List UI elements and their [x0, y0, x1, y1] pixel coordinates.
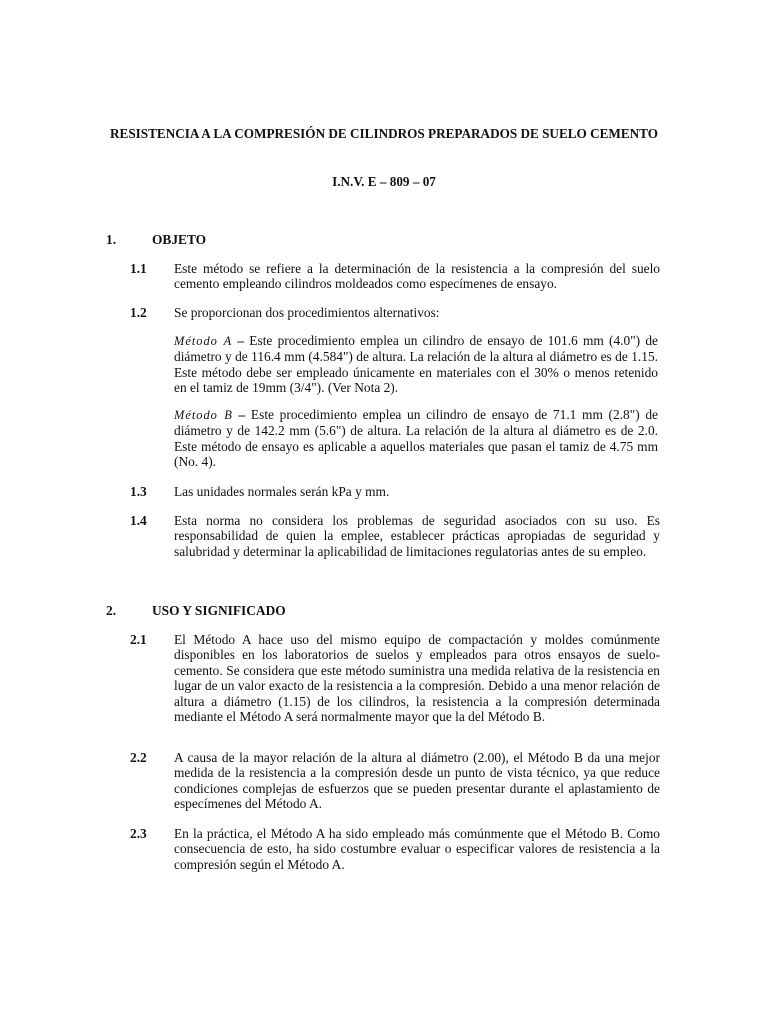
item-text: Se proporcionan dos procedimientos alternativos: — [174, 305, 440, 320]
item-text: Las unidades normales serán kPa y mm. — [174, 484, 390, 499]
item-text: El Método A hace uso del mismo equipo de compactación y moldes comúnmente disponibles en los laboratorios de suelos y empleados para otros ensayos de suelo-cemento. Se considera que este método suministra una medida relativa de la resistencia en lugar de un valor exacto de la resistencia a la compresión. Debido a una menor relación de altura a diámetro (1.15) de los cilindros, la resistencia a la compresión determinada mediante el Método A será normalmente mayor que la del Método B. — [174, 632, 660, 725]
section-heading-objeto — [106, 232, 206, 247]
item-number: 1.3 — [130, 484, 147, 499]
method-a-paragraph — [174, 333, 658, 396]
section-title: OBJETO — [152, 232, 207, 247]
item-number: 2.3 — [130, 826, 147, 841]
item-text: En la práctica, el Método A ha sido empleado más comúnmente que el Método B. Como consecuencia de esto, ha sido costumbre evaluar o especificar valores de resistencia a la compresión según el Método A. — [174, 826, 660, 872]
method-a-text: Este procedimiento emplea un cilindro de ensayo de 101.6 mm (4.0") de diámetro y de 116.4 mm (4.584") de altura. La relación de la altura al diámetro es de 1.15. Este método debe ser empleado únicamente en materiales con el 30% o menos retenido en el tamiz de 19mm (3/4"). (Ver Nota 2). — [174, 333, 658, 396]
item-number: 1.1 — [130, 261, 147, 276]
item-number: 2.1 — [130, 632, 147, 647]
section-title: USO Y SIGNIFICADO — [152, 603, 286, 618]
item-text: Esta norma no considera los problemas de seguridad asociados con su uso. Es responsabilidad de quien la emplee, establecer prácticas apropiadas de seguridad y salubridad y determinar la aplicabilidad de limitaciones regulatorias antes de su empleo. — [174, 513, 660, 559]
section-number: 1. — [106, 232, 117, 247]
item-number: 1.4 — [130, 513, 147, 528]
method-b-name: Método B — [174, 408, 233, 422]
standard-code: I.N.V. E – 809 – 07 — [332, 174, 436, 189]
item-text: Este método se refiere a la determinación de la resistencia a la compresión del suelo cemento empleando cilindros moldeados como especímenes de ensayo. — [174, 261, 660, 292]
method-b-paragraph — [174, 407, 658, 470]
method-b-dash: – — [238, 407, 246, 422]
method-a-name: Método A — [174, 334, 233, 348]
section-number: 2. — [106, 603, 117, 618]
item-text: A causa de la mayor relación de la altura al diámetro (2.00), el Método B da una mejor medida de la resistencia a la compresión desde un punto de vista técnico, ya que reduce condiciones complejas de esfuerzos que se pueden presentar durante el aplastamiento de especímenes del Método A. — [174, 750, 660, 812]
item-number: 2.2 — [130, 750, 147, 765]
method-a-dash: – — [237, 333, 245, 348]
method-b-text: Este procedimiento emplea un cilindro de ensayo de 71.1 mm (2.8") de diámetro y de 142.2 mm (5.6") de altura. La relación de la altura al diámetro es de 2.0. Este método de ensayo es aplicable a aquellos materiales que pasan el tamiz de 4.75 mm (No. 4). — [174, 407, 658, 470]
section-heading-uso-y-significado — [106, 603, 286, 618]
document-title: RESISTENCIA A LA COMPRESIÓN DE CILINDROS PREPARADOS DE SUELO CEMENTO — [110, 126, 658, 141]
item-number: 1.2 — [130, 305, 147, 320]
